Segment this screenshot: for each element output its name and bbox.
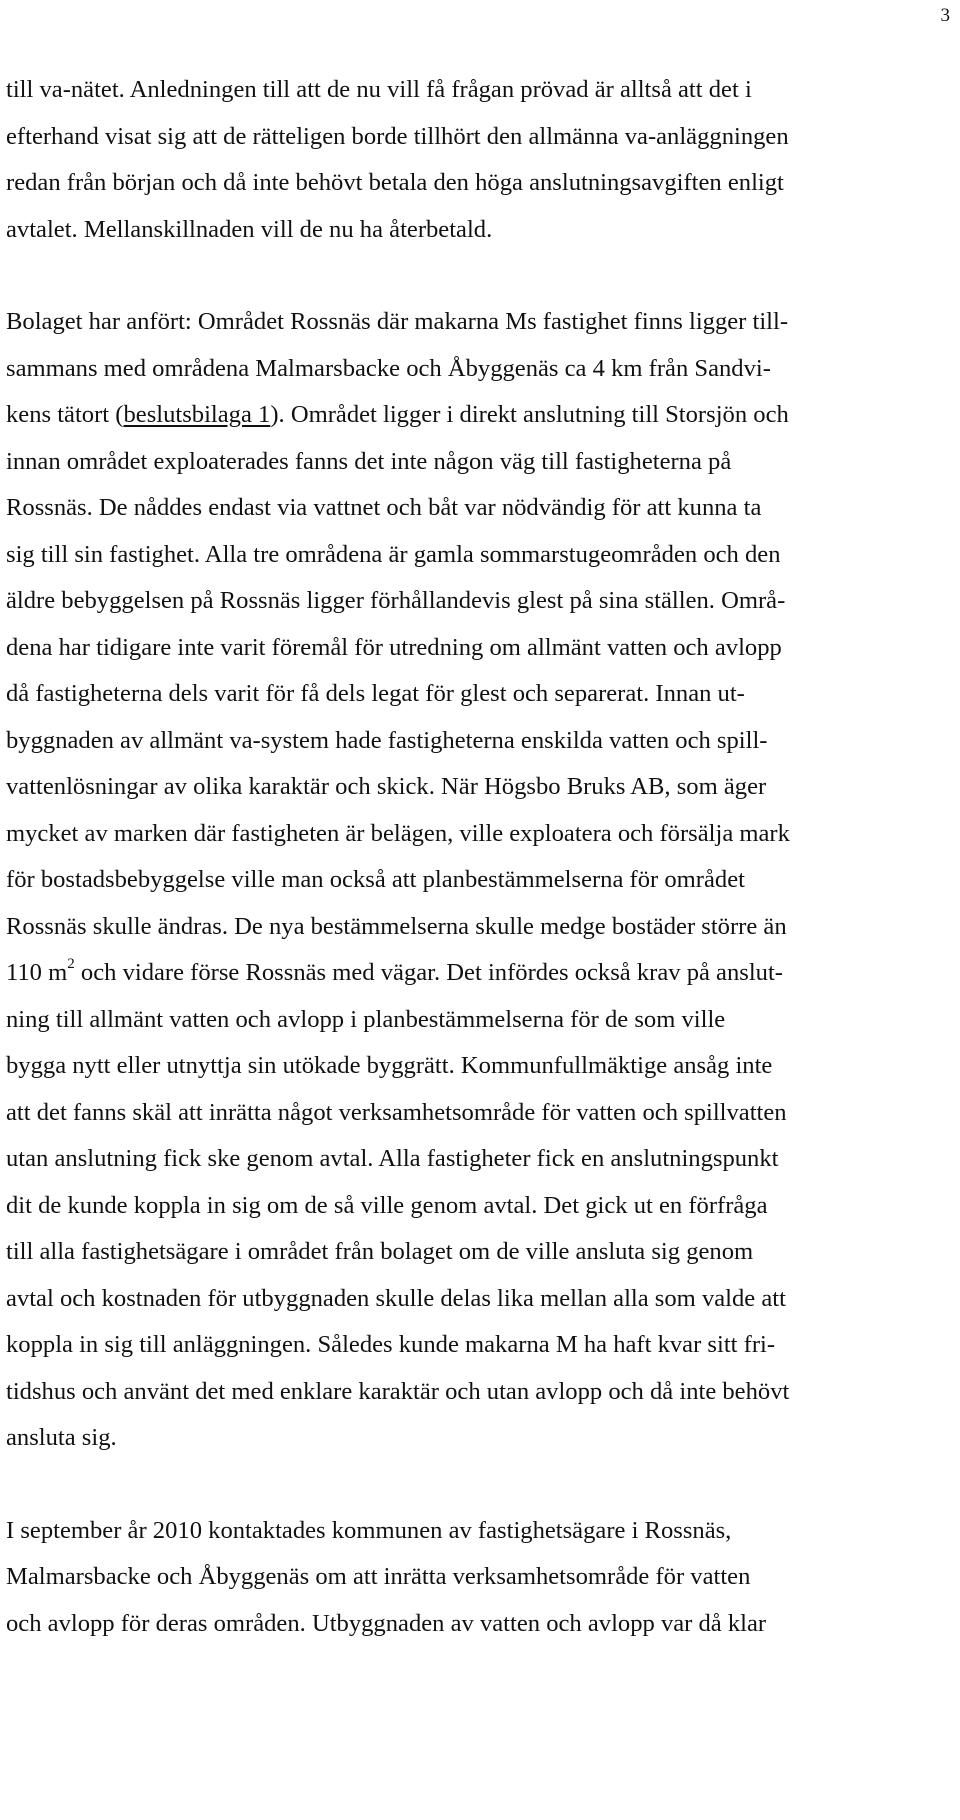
- text-line: utan anslutning fick ske genom avtal. Alla fastigheter fick en anslutningspunkt: [6, 1145, 779, 1172]
- text-line: mycket av marken där fastigheten är belägen, ville exploatera och försälja mark: [6, 819, 790, 847]
- text-line: då fastigheterna dels varit för få dels legat för glest och separerat. Innan ut-: [6, 680, 745, 707]
- text-line: Rossnäs skulle ändras. De nya bestämmelserna skulle medge bostäder större än: [6, 912, 787, 940]
- text-line: bygga nytt eller utnyttja sin utökade byggrätt. Kommunfullmäktige ansåg inte: [6, 1052, 773, 1079]
- text-line: avtal och kostnaden för utbyggnaden skulle delas lika mellan alla som valde att: [6, 1284, 786, 1312]
- text-line: koppla in sig till anläggningen. Således kunde makarna M ha haft kvar sitt fri-: [6, 1331, 776, 1358]
- text-line: redan från början och då inte behövt betala den höga anslutningsavgiften enligt: [6, 169, 784, 196]
- text-line: och avlopp för deras områden. Utbyggnaden av vatten och avlopp var då klar: [6, 1609, 767, 1637]
- attachment-reference-link[interactable]: beslutsbilaga 1: [123, 401, 271, 428]
- text-line: att det fanns skäl att inrätta något verksamhetsområde för vatten och spillvatten: [6, 1098, 787, 1126]
- text-line: till va-nätet. Anledningen till att de nu vill få frågan prövad är alltså att det i: [6, 76, 752, 103]
- page-number: 3: [940, 5, 950, 26]
- text-line: dena har tidigare inte varit föremål för utredning om allmänt vatten och avlopp: [6, 633, 782, 661]
- text-line: I september år 2010 kontaktades kommunen av fastighetsägare i Rossnäs,: [6, 1516, 732, 1544]
- superscript: 2: [67, 956, 75, 972]
- text-line: innan området exploaterades fanns det inte någon väg till fastigheterna på: [6, 447, 732, 475]
- text-line: sig till sin fastighet. Alla tre områdena är gamla sommarstugeområden och den: [6, 540, 781, 568]
- text-line: byggnaden av allmänt va-system hade fastigheterna enskilda vatten och spill-: [6, 726, 768, 754]
- text-line: kens tätort (beslutsbilaga 1). Området ligger i direkt anslutning till Storsjön och: [6, 401, 789, 428]
- text-line: Bolaget har anfört: Området Rossnäs där makarna Ms fastighet finns ligger till-: [6, 308, 789, 335]
- text-line: till alla fastighetsägare i området från bolaget om de ville ansluta sig genom: [6, 1238, 754, 1265]
- text-line: ansluta sig.: [6, 1424, 117, 1451]
- text-line: för bostadsbebyggelse ville man också att planbestämmelserna för området: [6, 866, 745, 893]
- text-line: tidshus och använt det med enklare karaktär och utan avlopp och då inte behövt: [6, 1377, 790, 1405]
- text-line: vattenlösningar av olika karaktär och skick. När Högsbo Bruks AB, som äger: [6, 773, 767, 800]
- text-line: efterhand visat sig att de rätteligen borde tillhört den allmänna va-anläggningen: [6, 122, 789, 150]
- text-line: 110 $m^2$ och vidare förse Rossnäs med vägar. Det infördes också krav på anslut-: [6, 956, 783, 986]
- text-line: ning till allmänt vatten och avlopp i planbestämmelserna för de som ville: [6, 1005, 726, 1033]
- text-line: avtalet. Mellanskillnaden vill de nu ha återbetald.: [6, 215, 493, 243]
- text-line: Malmarsbacke och Åbyggenäs om att inrätta verksamhetsområde för vatten: [6, 1563, 751, 1590]
- text-line: Rossnäs. De nåddes endast via vattnet och båt var nödvändig för att kunna ta: [6, 494, 762, 521]
- text-line: sammans med områdena Malmarsbacke och Åbyggenäs ca 4 km från Sandvi-: [6, 354, 771, 382]
- text-line: dit de kunde koppla in sig om de så ville genom avtal. Det gick ut en förfråga: [6, 1191, 768, 1219]
- text-line: äldre bebyggelsen på Rossnäs ligger förhållandevis glest på sina ställen. Områ-: [6, 587, 786, 614]
